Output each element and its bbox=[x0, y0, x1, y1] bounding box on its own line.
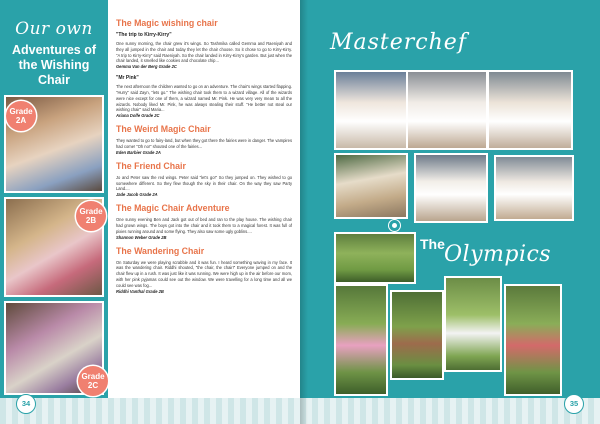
story-author: Jade Jacob Grade 2A bbox=[116, 192, 158, 198]
page-number-left: 34 bbox=[16, 394, 36, 414]
olympics-the-label: The bbox=[420, 236, 445, 252]
story-body: On Saturday we were playing scrabble and it was fun. I heard something waving in my face. It was the wandering chair. Riddhi shouted, "the chair, the chair!" Everyone jumped on and the chair flew up in a rush. It was just like it was running. We were high up in the air before our mom, with her pink pyjamas could see out the window. We were travelling for a long time and all we could see was fog... bbox=[116, 259, 292, 288]
grade-badge-2a bbox=[6, 101, 36, 131]
badge-label: Grade bbox=[79, 207, 103, 216]
photo-olympics-sand bbox=[334, 153, 408, 219]
photo-olympics-4 bbox=[444, 276, 502, 372]
story-title: The Magic Chair Adventure bbox=[116, 203, 230, 214]
story-body: The next afternoon the children wanted to go on an adventure. The chair's wings started flapping. "Hurry" said Zayn, "lets go." The wishing chair took them to a wizard village. All of the wizards were nice except for one of them, a wizard named Mr. Pink. He was very very mean to all the wizards. Nobody liked Mr. Pink, he was always stealing their stuff. "He better not steal our wishing chair" said Maria... bbox=[116, 84, 292, 113]
badge-grade: 2C bbox=[87, 381, 99, 390]
page-number-right: 35 bbox=[564, 394, 584, 414]
story-author: Riddhi Vanthal Grade 2B bbox=[116, 288, 164, 294]
story-author: Ariana Dolfe Grade 2C bbox=[116, 113, 160, 119]
story bbox=[116, 246, 292, 295]
story-author: Eden Barbier Grade 2A bbox=[116, 149, 161, 155]
story-title: The Wandering Chair bbox=[116, 245, 205, 256]
masterchef-title: Masterchef bbox=[330, 30, 467, 55]
badge-label: Grade bbox=[81, 372, 105, 381]
story-body: One sunny evening Ben and Jack got out of bed and ran to the play house. The wishing chair had grown wings. The boys got into the chair and it took them to a magical forest. It was full of pixies running around and some flying. They also saw some ugly goblins.... bbox=[116, 217, 292, 234]
grade-badge-2b bbox=[76, 201, 106, 231]
photo-masterchef-3 bbox=[487, 70, 573, 150]
footer-pattern-left bbox=[0, 398, 300, 424]
story-body: They wanted to go to fairy-land, but when they got there the fairies were in danger. The vampires had come! "Oh no!" shouted one of the fairies... bbox=[116, 138, 292, 149]
photo-masterchef-2 bbox=[406, 70, 488, 150]
story-body: Jo and Peter saw the red wings. Peter said "let's go!" So they jumped on. They wished to go somewhere different. So they flew though the sky in their chair. On the way they saw Party Land.... bbox=[116, 174, 292, 192]
story-title: The Friend Chair bbox=[116, 160, 186, 171]
sidebar-script-title: Our own bbox=[15, 19, 93, 39]
badge-label: Grade bbox=[9, 107, 33, 116]
photo-masterchef-1 bbox=[334, 70, 408, 150]
photo-olympics-5 bbox=[504, 284, 562, 396]
photo-olympics-3 bbox=[390, 290, 444, 380]
story-author: Gemma Van der Berg Grade 2C bbox=[116, 64, 177, 70]
photo-masterchef-5 bbox=[494, 155, 574, 221]
grade-badge-2c bbox=[78, 366, 108, 396]
target-ring-icon bbox=[388, 219, 401, 232]
story-body: One sunny morning, the chair grew it's wings. So Tashmika called Gemma and Raeniyah and they all jumped in the chair and today they let the chair choose. So it chose to go to Kirry-Kirry. "A trip to Kirry-Kirry" said Raeniyah. So the chair landed in Kirry-Kirry's garden. But just when the chair landed, it smelled like cookies and chocolate chip... bbox=[116, 41, 292, 64]
photo-masterchef-4 bbox=[414, 153, 488, 223]
story-author: Shannon Weber Grade 2B bbox=[116, 234, 167, 240]
stories-column bbox=[116, 18, 292, 396]
olympics-title: Olympics bbox=[444, 242, 552, 267]
story-subtitle: "The trip to Kirry-Kirry" bbox=[116, 32, 172, 38]
footer-pattern-right bbox=[300, 398, 600, 424]
story-subtitle: "Mr Pink" bbox=[116, 75, 139, 82]
story bbox=[116, 203, 292, 240]
story-title: The Magic wishing chair bbox=[116, 18, 218, 28]
story bbox=[116, 75, 292, 119]
story bbox=[116, 18, 292, 70]
badge-grade: 2A bbox=[15, 116, 27, 125]
photo-olympics-1 bbox=[334, 232, 416, 284]
story bbox=[116, 161, 292, 198]
story bbox=[116, 124, 292, 156]
sidebar-title: Adventures of the Wishing Chair bbox=[11, 43, 97, 87]
badge-grade: 2B bbox=[85, 216, 97, 225]
story-title: The Weird Magic Chair bbox=[116, 124, 211, 135]
photo-olympics-2 bbox=[334, 284, 388, 396]
